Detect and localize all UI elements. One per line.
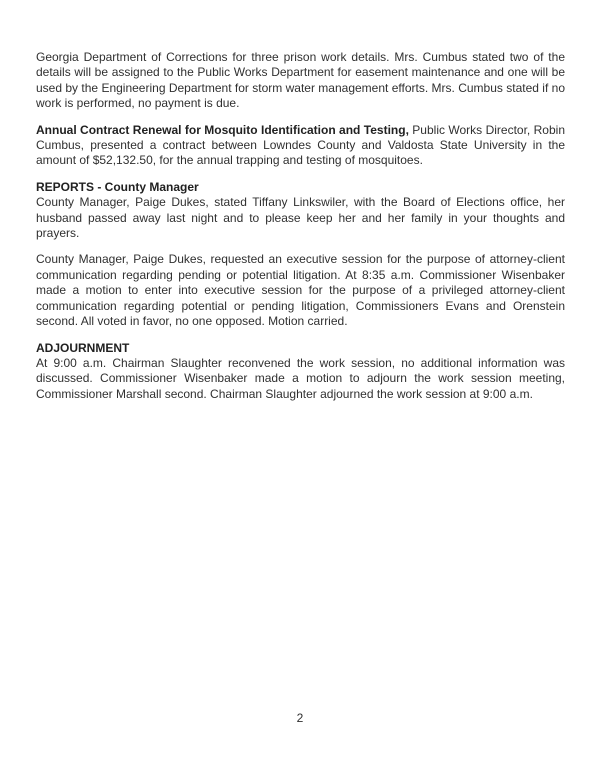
paragraph-adjournment: At 9:00 a.m. Chairman Slaughter reconvened the work session, no additional information was discussed. Commissioner Wisenbaker made a motion to adjourn the work session meeting, Commissioner Marshall second. Chairman Slaughter adjourned the work session at 9:00 a.m. — [36, 355, 565, 401]
section-heading-adjournment: ADJOURNMENT — [36, 340, 130, 355]
paragraph-condolences: County Manager, Paige Dukes, stated Tiffany Linkswiler, with the Board of Elections office, her husband passed away last night and to please keep her and her family in your thoughts and prayers. — [36, 195, 565, 241]
paragraph-executive-session: County Manager, Paige Dukes, requested an executive session for the purpose of attorney-client communication regarding pending or potential litigation. At 8:35 a.m. Commissioner Wisenbaker made a motion to enter into executive session for the purpose of a privileged attorney-client communication regarding potential or pending litigation, Commissioners Evans and Orenstein second. All voted in favor, no one opposed. Motion carried. — [36, 252, 565, 329]
paragraph-prison-work-details: Georgia Department of Corrections for three prison work details. Mrs. Cumbus stated two of the details will be assigned to the Public Works Department for easement maintenance and one will be used by the Engineering Department for storm water management efforts. Mrs. Cumbus stated if no work is performed, no payment is due. — [36, 50, 565, 111]
mosquito-contract-bold-lead: Annual Contract Renewal for Mosquito Identification and Testing, — [36, 122, 409, 137]
mosquito-contract-body-text: Public Works Director, Robin Cumbus, presented a contract between Lowndes County and Valdosta State University in the amount of $52,132.50, for the annual trapping and testing of mosquitoes. — [36, 122, 565, 168]
section-heading-reports: REPORTS - County Manager — [36, 179, 199, 194]
paragraph-mosquito-contract — [36, 123, 565, 169]
page-number: 2 — [296, 711, 304, 725]
